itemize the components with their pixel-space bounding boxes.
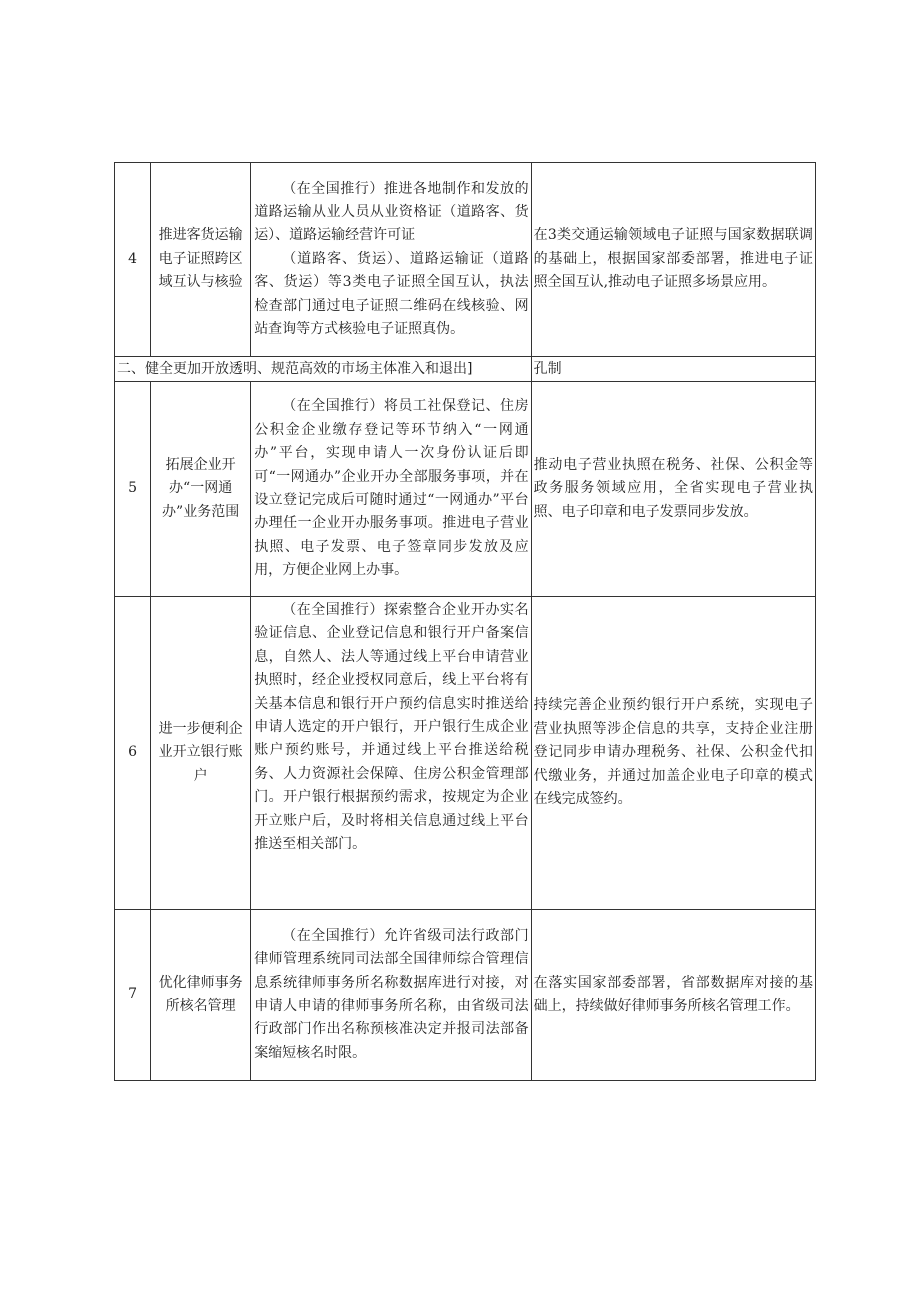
table-row [115, 163, 816, 357]
section-heading: 二、健全更加开放透明、规范高效的市场主体准入和退出] [115, 357, 532, 382]
province-plan: 推动电子营业执照在税务、社保、公积金等政务服务领域应用，全省实现电子营业执照、电子印章和电子发票同步发放。 [531, 382, 815, 597]
province-plan: 在落实国家部委部署，省部数据库对接的基础上，持续做好律师事务所核名管理工作。 [531, 910, 815, 1081]
measures-table [114, 162, 816, 1081]
section-heading-row [115, 357, 816, 382]
measure-paragraph: （在全国推行）推进各地制作和发放的道路运输从业人员从业资格证（道路客、货运）、道路运输经营许可证 [254, 180, 529, 244]
row-number: 4 [115, 163, 151, 357]
measure-paragraph: （在全国推行）允许省级司法行政部门律师管理系统同司法部全国律师综合管理信息系统律师事务所名称数据库进行对接，对申请人申请的律师事务所名称，由省级司法行政部门作出名称预核准决定并报司法部备案缩短核名时限。 [254, 927, 529, 1061]
section-heading-tail: 孔制 [531, 357, 815, 382]
reform-item: 进一步便利企业开立银行账户 [151, 597, 251, 910]
province-plan: 持续完善企业预约银行开户系统，实现电子营业执照等涉企信息的共享，支持企业注册登记同步申请办理税务、社保、公积金代扣代缴业务，并通过加盖企业电子印章的模式在线完成签约。 [531, 597, 815, 910]
table-row [115, 910, 816, 1081]
table-row [115, 597, 816, 910]
reform-item: 优化律师事务所核名管理 [151, 910, 251, 1081]
reform-measure [251, 597, 531, 910]
table-row [115, 382, 816, 597]
reform-measure [251, 910, 531, 1081]
reform-measure [251, 382, 531, 597]
reform-measure [251, 163, 531, 357]
row-number: 5 [115, 382, 151, 597]
province-plan: 在3类交通运输领域电子证照与国家数据联调的基础上，根据国家部委部署，推进电子证照全国互认,推动电子证照多场景应用。 [531, 163, 815, 357]
reform-item: 拓展企业开办“一网通办”业务范围 [151, 382, 251, 597]
row-number: 7 [115, 910, 151, 1081]
measure-paragraph: （在全国推行）探索整合企业开办实名验证信息、企业登记信息和银行开户备案信息，自然人、法人等通过线上平台申请营业执照时，经企业授权同意后，线上平台将有关基本信息和银行开户预约信息实时推送给申请人选定的开户银行，开户银行生成企业账户预约账号，并通过线上平台推送给税务、人力资源社会保障、住房公积金管理部门。开户银行根据预约需求，按规定为企业开立账户后，及时将相关信息通过线上平台推送至相关部门。 [254, 602, 529, 853]
reform-item: 推进客货运输电子证照跨区域互认与核验 [151, 163, 251, 357]
measure-paragraph: （道路客、货运）、道路运输证（道路客、货运）等3类电子证照全国互认，执法检查部门通过电子证照二维码在线核验、网站查询等方式核验电子证照真伪。 [254, 250, 529, 338]
measure-paragraph: （在全国推行）将员工社保登记、住房公积金企业缴存登记等环节纳入“一网通办”平台，实现申请人一次身份认证后即可“一网通办”企业开办全部服务事项，并在设立登记完成后可随时通过“一网通办”平台办理任一企业开办服务事项。推进电子营业执照、电子发票、电子签章同步发放及应用，方便企业网上办事。 [254, 398, 529, 579]
row-number: 6 [115, 597, 151, 910]
